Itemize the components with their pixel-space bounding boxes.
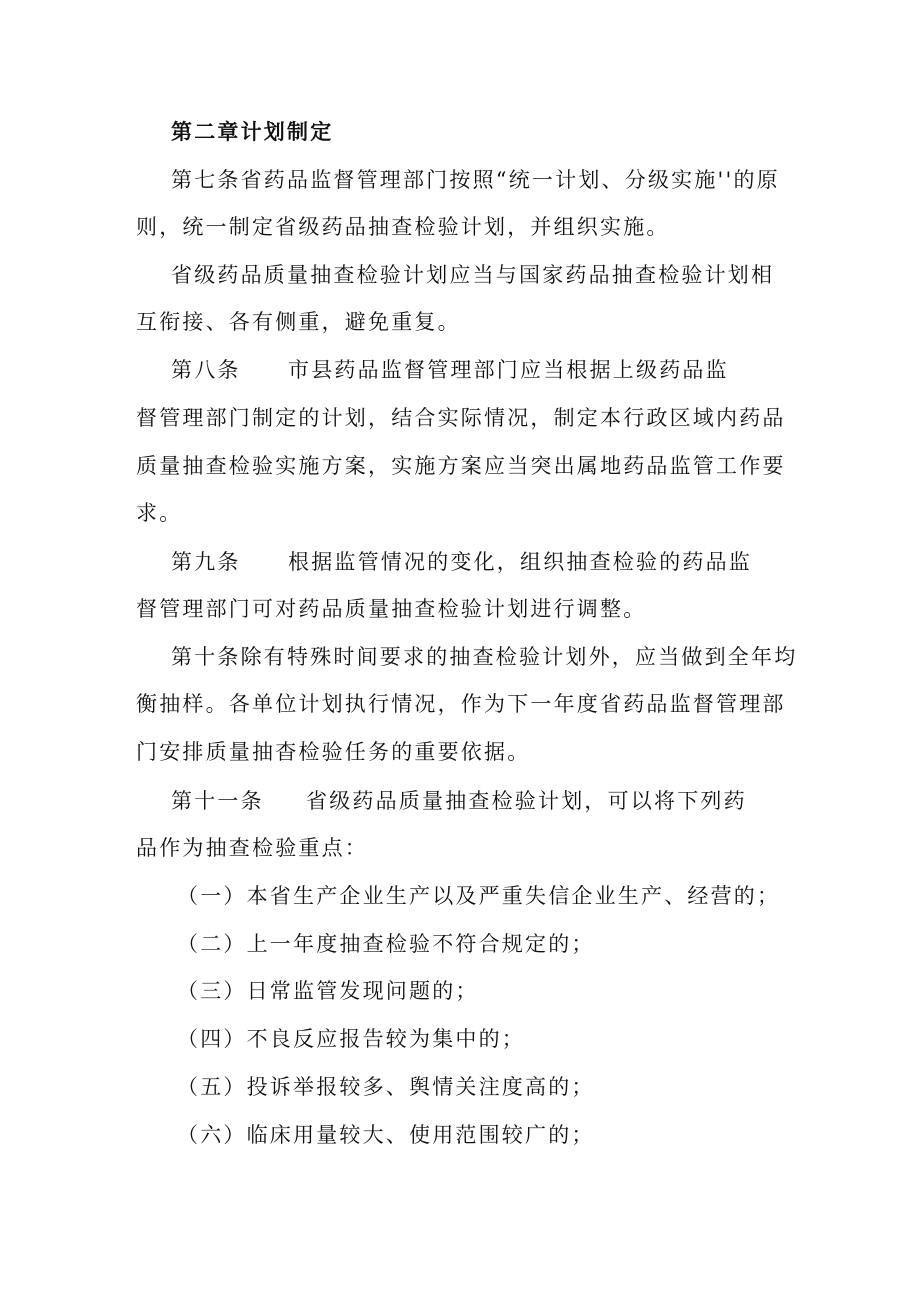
article-9-label: 第九条 — [171, 550, 241, 574]
article-8-line-2: 督管理部门制定的计划，结合实际情况，制定本行政区域内药品 — [136, 406, 786, 430]
article-7-para2-line-2: 互衔接、各有侧重，避免重复。 — [136, 310, 461, 334]
article-9-line-2: 督管理部门可对药品质量抽查检验计划进行调整。 — [136, 597, 647, 621]
article-7-line-2: 则，统一制定省级药品抽查检验计划，并组织实施。 — [136, 215, 670, 239]
list-item: （五）投诉举报较多、舆情关注度高的； — [177, 1075, 595, 1099]
list-item: （三）日常监管发现问题的； — [177, 979, 479, 1003]
article-10-line-1: 第十条除有特殊时间要求的抽查检验计划外，应当做到全年均 — [171, 645, 798, 669]
article-8-label: 第八条 — [171, 358, 241, 382]
list-item: （二）上一年度抽查检验不符合规定的； — [177, 932, 595, 956]
article-9-line-1: 根据监管情况的变化，组织抽查检验的药品监 — [288, 550, 752, 574]
article-11-line-1: 省级药品质量抽查检验计划，可以将下列药 — [306, 789, 747, 813]
article-7-para2-line-1: 省级药品质量抽查检验计划应当与国家药品抽查检验计划相 — [171, 263, 775, 287]
article-11-line-2: 品作为抽查检验重点： — [136, 836, 368, 860]
article-10-line-2: 衡抽样。各单位计划执行情况，作为下一年度省药品监督管理部 — [136, 692, 786, 716]
article-8-line-1: 市县药品监督管理部门应当根据上级药品监 — [288, 358, 729, 382]
article-7-line-1: 第七条省药品监督管理部门按照“统一计划、分级实施''的原 — [171, 168, 780, 192]
list-item: （四）不良反应报告较为集中的； — [177, 1027, 525, 1051]
article-8-line-3: 质量抽查检验实施方案，实施方案应当突出属地药品监管工作要 — [136, 454, 786, 478]
list-item: （一）本省生产企业生产以及严重失信企业生产、经营的； — [177, 884, 781, 908]
article-8-line-4: 求。 — [136, 501, 183, 525]
article-10-line-3: 门安排质量抽杳检验任务的重要依据。 — [136, 740, 531, 764]
article-11-label: 第十一条 — [171, 789, 264, 813]
chapter-heading: 第二章计划制定 — [171, 119, 334, 144]
list-item: （六）临床用量较大、使用范围较广的； — [177, 1123, 595, 1147]
